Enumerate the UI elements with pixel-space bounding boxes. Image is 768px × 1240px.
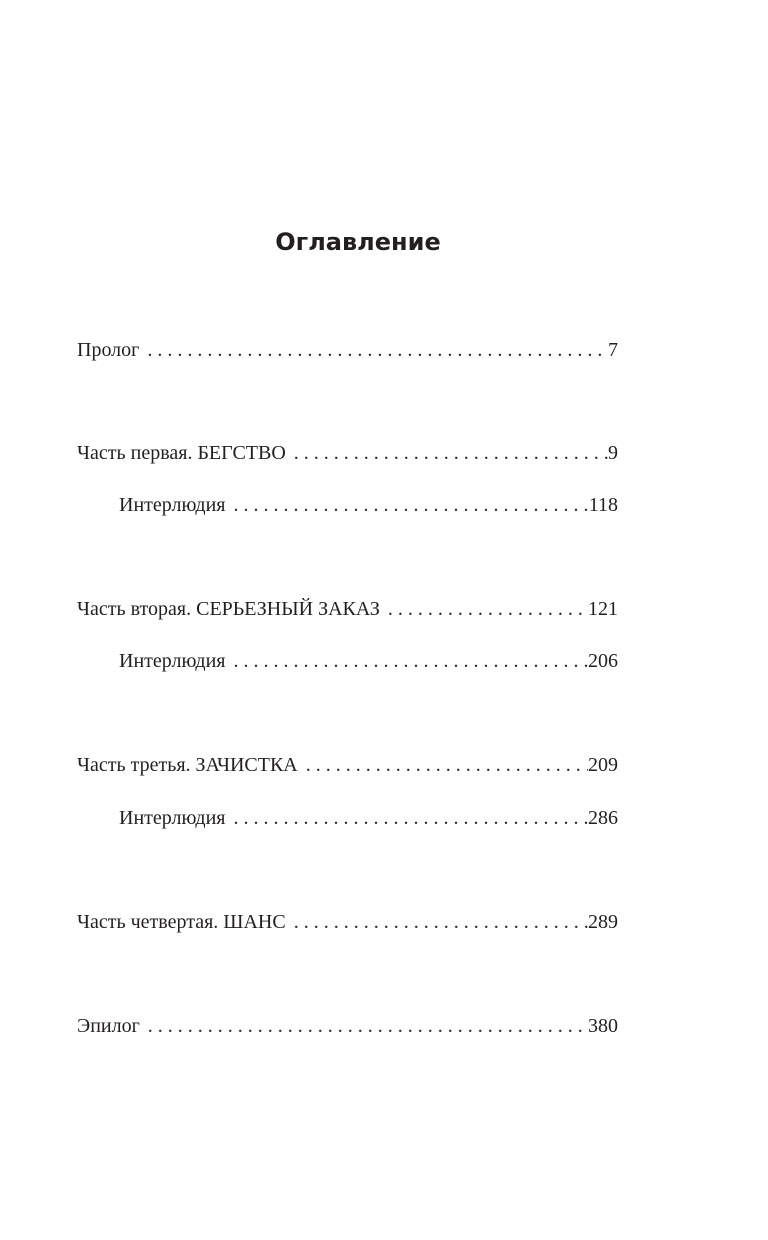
toc-entry-page-number: 7 — [608, 339, 618, 361]
toc-entry-title: Интерлюдия — [119, 807, 226, 829]
toc-entry-page-number: 121 — [588, 598, 618, 620]
toc-entry-interlude-3 — [119, 803, 618, 833]
toc-entry-page-number: 118 — [588, 494, 618, 516]
toc-entry-prologue — [77, 335, 618, 365]
dot-leader — [139, 335, 608, 365]
toc-entry-title: Эпилог — [77, 1015, 140, 1037]
toc-entry-page-number: 380 — [588, 1015, 618, 1037]
dot-leader — [225, 490, 588, 520]
toc-entry-interlude-1 — [119, 490, 618, 520]
toc-entry-title: Интерлюдия — [119, 494, 226, 516]
toc-entry-title: Часть четвертая. ШАНС — [77, 911, 286, 933]
dot-leader — [380, 594, 588, 624]
dot-leader — [298, 750, 588, 780]
toc-entry-title: Часть первая. БЕГСТВО — [77, 442, 286, 464]
toc-entry-part-4 — [77, 907, 618, 937]
toc-entry-title: Интерлюдия — [119, 650, 226, 672]
toc-entry-title: Часть вторая. СЕРЬЕЗНЫЙ ЗАКАЗ — [77, 598, 380, 620]
toc-entry-page-number: 9 — [608, 442, 618, 464]
toc-entry-title: Пролог — [77, 339, 140, 361]
toc-entry-title: Часть третья. ЗАЧИСТКА — [77, 754, 298, 776]
dot-leader — [225, 646, 588, 676]
toc-entry-part-2 — [77, 594, 618, 624]
toc-entry-page-number: 206 — [588, 650, 618, 672]
dot-leader — [225, 803, 588, 833]
dot-leader — [286, 438, 608, 468]
toc-entry-page-number: 209 — [588, 754, 618, 776]
dot-leader — [140, 1011, 588, 1041]
dot-leader — [286, 907, 588, 937]
toc-entry-epilogue — [77, 1011, 618, 1041]
toc-entry-interlude-2 — [119, 646, 618, 676]
toc-entry-part-3 — [77, 750, 618, 780]
toc-entry-part-1 — [77, 438, 618, 468]
toc-entry-page-number: 289 — [588, 911, 618, 933]
toc-entry-page-number: 286 — [588, 807, 618, 829]
toc-heading: Оглавление — [275, 228, 441, 256]
